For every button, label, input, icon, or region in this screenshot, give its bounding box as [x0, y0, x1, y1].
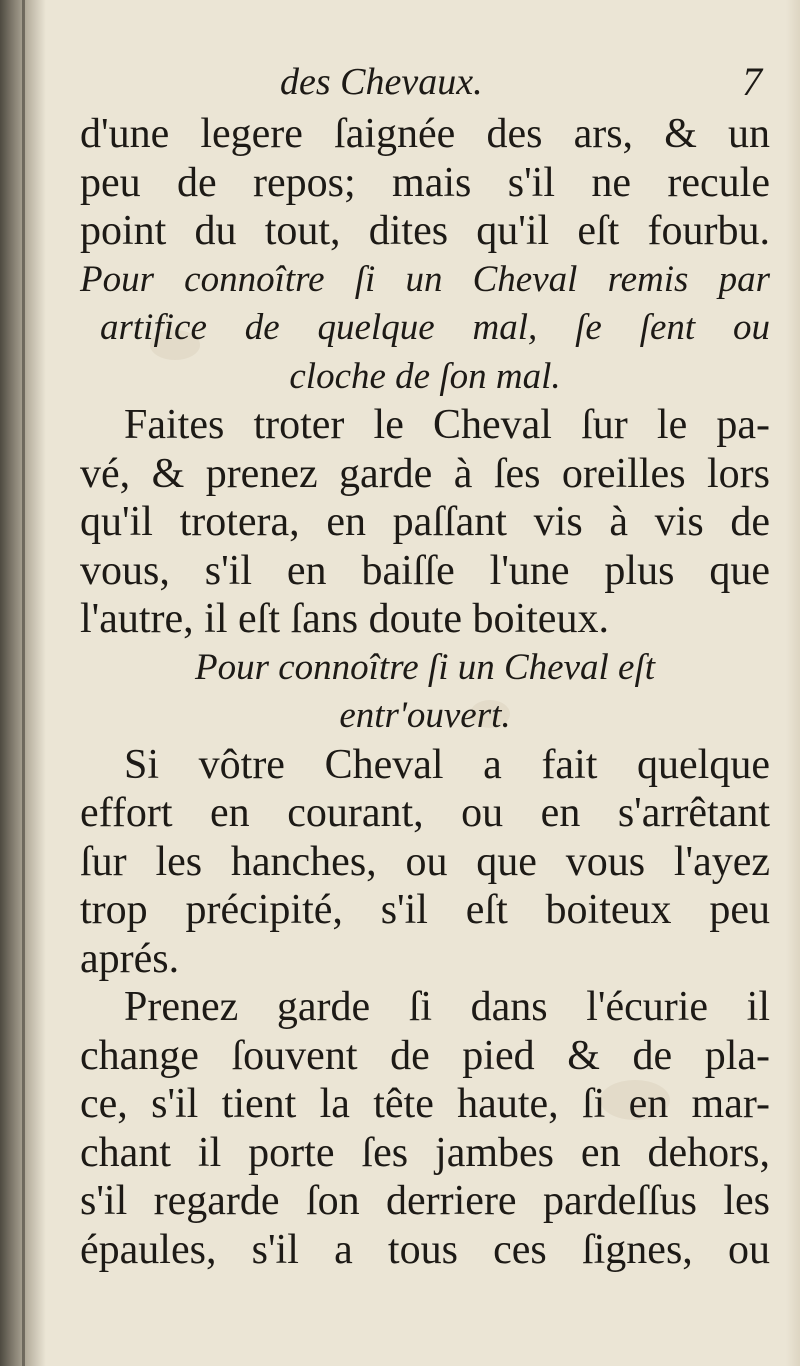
text-line: change ſouvent de pied & de pla-	[80, 1032, 770, 1079]
text-line: peu de repos; mais s'il ne recule	[80, 159, 770, 206]
running-title: des Chevaux.	[280, 61, 483, 103]
paragraph-start: Prenez garde ſi dans l'écurie il	[124, 984, 770, 1030]
paragraph-start: Faites troter le Cheval ſur le pa-	[124, 402, 770, 448]
text-line: aprés.	[80, 935, 180, 982]
text-line: point du tout, dites qu'il eſt fourbu.	[80, 208, 770, 254]
text-line: ce, s'il tient la tête haute, ſi en mar-	[80, 1081, 770, 1127]
text-line: ſur les hanches, ou que vous l'ayez	[80, 838, 770, 885]
text-line: chant il porte ſes jambes en dehors,	[80, 1129, 770, 1176]
page-header	[80, 60, 770, 110]
text-line: vous, s'il en baiſſe l'une plus que	[80, 547, 770, 594]
text-line: l'autre, il eſt ſans doute boiteux.	[80, 596, 609, 642]
page-number: 7	[742, 59, 762, 104]
text-line: vé, & prenez garde à ſes oreilles lors	[80, 450, 770, 497]
text-line: trop précipité, s'il eſt boiteux peu	[80, 887, 770, 933]
section-heading: Pour connoître ſi un Cheval remis par	[80, 258, 770, 300]
text-line: d'une legere ſaignée des ars, & un	[80, 111, 770, 157]
section-heading: cloche de ſon mal.	[289, 355, 561, 397]
section-heading: artifice de quelque mal, ſe ſent ou	[100, 307, 770, 348]
text-line: qu'il trotera, en paſſant vis à vis de	[80, 499, 770, 545]
text-line: effort en courant, ou en s'arrêtant	[80, 790, 770, 836]
paragraph-start: Si vôtre Cheval a fait quelque	[124, 741, 770, 788]
text-line: s'il regarde ſon derriere pardeſſus les	[80, 1178, 770, 1224]
spine-gutter	[22, 0, 25, 1366]
section-heading: entr'ouvert.	[339, 695, 511, 736]
text-block	[80, 60, 770, 1274]
text-line: épaules, s'il a tous ces ſignes, ou	[80, 1226, 770, 1273]
page-edge	[786, 0, 800, 1366]
section-heading: Pour connoître ſi un Cheval eſt	[194, 646, 656, 688]
